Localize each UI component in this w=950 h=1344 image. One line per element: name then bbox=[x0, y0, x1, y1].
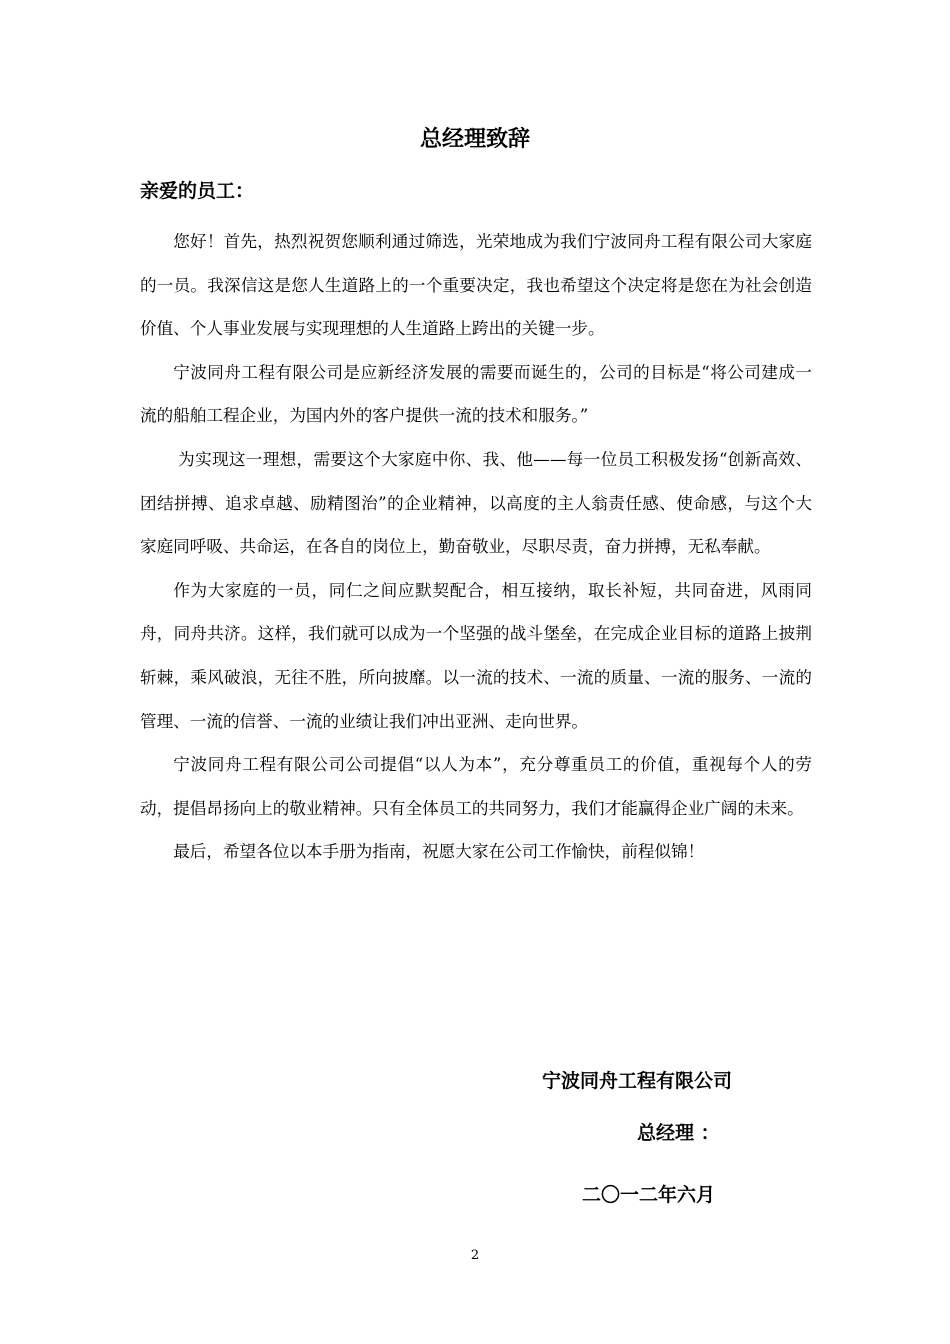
paragraph-closing-wishes: 最后，希望各位以本手册为指南，祝愿大家在公司工作愉快，前程似锦！ bbox=[173, 842, 705, 862]
paragraph-people-oriented: 宁波同舟工程有限公司公司提倡“以人为本”，充分尊重员工的价值，重视每个人的劳动，提倡昂扬向上的敬业精神。只有全体员工的共同努力，我们才能赢得企业广阔的未来。 bbox=[140, 755, 812, 818]
signature-date: 二〇一二年六月 bbox=[582, 1184, 716, 1206]
paragraph-welcome: 您好！首先，热烈祝贺您顺利通过筛选，光荣地成为我们宁波同舟工程有限公司大家庭的一员。我深信这是您人生道路上的一个重要决定，我也希望这个决定将是您在为社会创造价值、个人事业发展与实现理想的人生道路上跨出的关键一步。 bbox=[140, 232, 812, 339]
paragraph-company-goal: 宁波同舟工程有限公司是应新经济发展的需要而诞生的，公司的目标是“将公司建成一流的船舶工程企业，为国内外的客户提供一流的技术和服务。” bbox=[140, 362, 812, 426]
page-number: 2 bbox=[470, 1248, 480, 1263]
paragraph-teamwork: 作为大家庭的一员，同仁之间应默契配合，相互接纳，取长补短，共同奋进，风雨同舟，同舟共济。这样，我们就可以成为一个坚强的战斗堡垒，在完成企业目标的道路上披荆斩棘，乘风破浪，无往不胜，所向披靡。以一流的技术、一流的质量、一流的服务、一流的管理、一流的信誉、一流的业绩让我们冲出亚洲、走向世界。 bbox=[140, 580, 812, 731]
signature-company: 宁波同舟工程有限公司 bbox=[542, 1070, 733, 1092]
signature-title: 总经理 ： bbox=[637, 1122, 720, 1144]
paragraph-enterprise-spirit: 为实现这一理想，需要这个大家庭中你、我、他——每一位员工积极发扬“创新高效、团结拼搏、追求卓越、励精图治”的企业精神，以高度的主人翁责任感、使命感，与这个大家庭同呼吸、共命运，在各自的岗位上，勤奋敬业，尽职尽责，奋力拼搏，无私奉献。 bbox=[140, 449, 812, 557]
greeting: 亲爱的员工： bbox=[140, 180, 255, 202]
page-title: 总经理致辞 bbox=[419, 127, 530, 152]
letter-body bbox=[140, 220, 812, 874]
